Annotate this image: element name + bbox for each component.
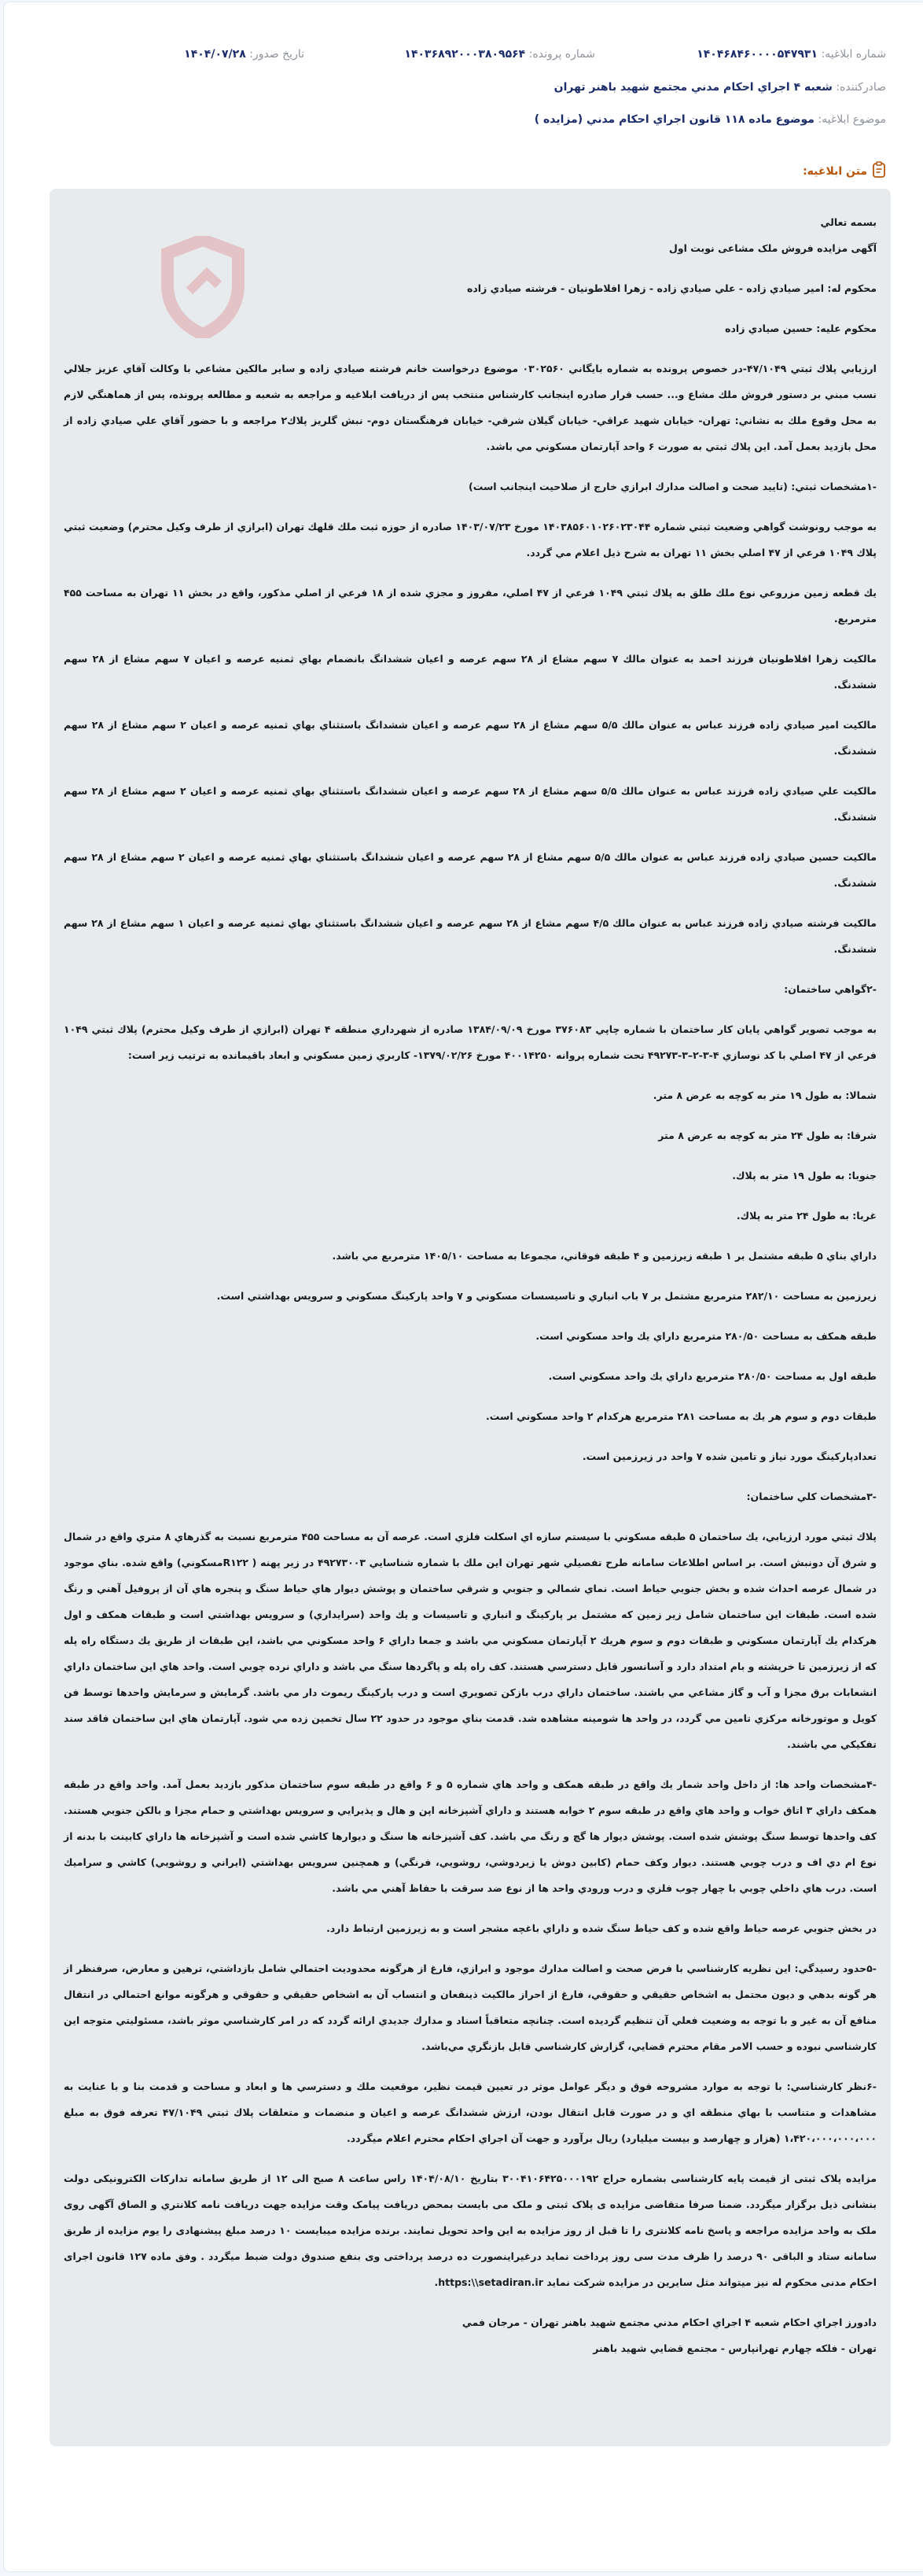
paragraph-line: -۴مشخصات واحد ها: از داخل واحد شمار يك واقع در طبقه همكف و واحد هاي شماره ۵ و ۶ واقع در طبقه سوم ساختمان مذكور بازديد بعمل آمد. واحد واقع در طبقه همكف داراي ۳ اتاق خواب و واحد هاي واقع در طبقه سوم ۲ خوابه هستند و داراي آشپزخانه اپن و هال و پذيرايي و سرويس بهداشتي و حمام مجزا و بالكن جنوبي هستند. كف واحدها توسط سنگ پوشش شده است. پوشش ديوار ها گچ و رنگ مي باشد. كف آشپزخانه ها سنگ و ديوارها كاشي شده است و آشپزخانه ها داراي كابينت با بدنه از نوع ام دي اف و درب چوبي هستند. ديوار وكف حمام (كابين دوش يا زيردوشي، روشويي، فرنگي) و همچنين سرويس بهداشتي (ايراني و روشويي) كاشي و سراميك است. درب هاي داخلي چوبي با چهار چوب فلزي و درب ورودي واحد ها از نوع ضد سرقت با حفاظ آهني مي باشد. <box>64 1778 877 1894</box>
paragraph-line: -۶نظر كارشناسي: با توجه به موارد مشروحه فوق و ديگر عوامل موثر در تعيين قيمت نظير، موقعيت ملك و دسترسي ها و ابعاد و مساحت و قدمت بنا و با عنايت به مشاهدات و متناسب با بهاي منطقه اي و در صورت قابل انتقال بودن، ارزش ششدانگ عرصه و اعيان و منضمات و متعلقات پلاك ثبتي ۴۷/۱۰۴۹ تعرفه فوق به مبلغ ۱،۴۲۰،۰۰۰،۰۰۰،۰۰۰ (هزار و چهارصد و بيست ميليارد) ريال برآورد و جهت آن اجراي احكام محترم اعلام ميگردد. <box>64 2080 877 2144</box>
notice-number-value: ۱۴۰۴۶۸۴۶۰۰۰۰۵۴۷۹۳۱ <box>697 48 818 61</box>
notice-text-heading-label: متن ابلاغیه: <box>803 165 867 178</box>
paragraph-line: شمالا: به طول ۱۹ متر به كوچه به عرض ۸ متر. <box>653 1089 877 1101</box>
paragraph-line: طبقه همكف به مساحت ۲۸۰/۵۰ مترمربع داراي يك واحد مسكوني است. <box>535 1330 877 1342</box>
notice-paragraph <box>64 1915 877 1941</box>
notice-paragraph <box>64 844 877 896</box>
notice-paragraph <box>64 1955 877 2059</box>
sender-value: شعبه ۴ اجراي احكام مدني مجتمع شهيد باهنر تهران <box>553 81 833 94</box>
paragraph-line: داراي بناي ۵ طبقه مشتمل بر ۱ طبقه زيرزمين و ۴ طبقه فوقاني، مجموعا به مساحت ۱۴۰۵/۱۰ مترمربع مي باشد. <box>332 1250 877 1262</box>
paragraph-line: در بخش جنوبي عرصه حياط واقع شده و كف حياط سنگ شده و داراي باغچه مشجر است و به زيرزمين ارتباط دارد. <box>326 1922 877 1934</box>
paragraph-line: -۲گواهي ساختمان: <box>784 983 877 995</box>
paragraph-line: مالكيت زهرا افلاطونيان فرزند احمد به عنوان مالك ۷ سهم مشاع از ۲۸ سهم عرصه و اعيان ششدانگ بانضمام بهاي ثمنيه عرصه و اعيان ۷ سهم مشاع از ۲۸ سهم ششدنگ. <box>64 653 877 691</box>
paragraph-line: محكوم عليه: حسين صيادي زاده <box>725 322 877 334</box>
document-icon <box>872 161 886 182</box>
case-number-label: شماره پرونده: <box>528 48 595 61</box>
paragraph-line: ارزيابي پلاك ثبتي ۴۷/۱۰۴۹-در خصوص پرونده به شماره بايگاني ۰۳۰۲۵۶۰ موضوع درخواست خانم فرشته صيادي زاده و ساير مالكين مشاعي با وكالت آقاي عزيز جلالي نسب مبني بر دستور فروش ملك مشاع و... حسب قرار صادره اينجانب كارشناس منتخب پس از دريافت ابلاغيه و مراجعه به شعبه و مطالعه پرونده، پس از هماهنگي لازم به محل وقوع ملك به نشاني: تهران- خيابان شهيد عراقي- خيابان گيلان شرقي- خيابان فرهنگستان دوم- نبش گلريز پلاك۲ مراجعه و با حضور آقاي علي صيادي زاده از محل بازديد بعمل آمد. اين پلاك ثبتي به صورت ۶ واحد آپارتمان مسكوني مي باشد. <box>64 363 877 452</box>
notice-paragraph <box>64 1443 877 1469</box>
notice-paragraph <box>64 976 877 1002</box>
notice-paragraph <box>64 1483 877 1509</box>
paragraph-line: شرقا: به طول ۲۴ متر به كوچه به عرض ۸ متر <box>658 1130 877 1141</box>
notice-paragraph <box>64 580 877 632</box>
notice-paragraph <box>64 1403 877 1429</box>
notice-paragraph <box>64 1082 877 1108</box>
notice-paragraph <box>64 910 877 962</box>
notice-paragraph <box>64 2309 877 2361</box>
sender <box>554 81 886 94</box>
notice-meta-row <box>35 48 886 61</box>
notice-text-box <box>50 189 891 2446</box>
notice-paragraph <box>64 1122 877 1148</box>
notice-body <box>64 209 877 2361</box>
notice-number <box>595 48 886 61</box>
paragraph-line: مالكيت فرشته صيادي زاده فرزند عباس به عنوان مالك ۴/۵ سهم مشاع از ۲۸ سهم عرصه و اعيان ششدانگ باستثناي بهاي ثمنيه عرصه و اعيان ۱ سهم مشاع از ۲۸ سهم ششدنگ. <box>64 917 877 955</box>
paragraph-line: مزایده پلاک ثبتی از قیمت پایه کارشناسی بشماره حراج ۳۰۰۴۱۰۶۴۲۵۰۰۰۱۹۲ بتاريخ ۱۴۰۴/۰۸/۱۰ راس ساعت ۸ صبح الی ۱۲ از طریق سامانه تدارکات الکترونیکی دولت بنشانی ذیل برگزار میگردد. ضمنا صرفا متقاضی مزایده ی پلاک ثبتی و ملک می بایست بمحض دریافت پیامک وقت مزایده جهت دریافت نامه کلانتري و الصاق آگهی روی ملک به واحد مزایده مراجعه و پاسخ نامه کلانتری را تا قبل از روز مزایده به این واحد تحویل نمایند. برنده مزایده میبایست ۱۰ درصد مبلغ پیشنهادی را یوم مزایده از طریق سامانه ستاد و الباقی ۹۰ درصد را ظرف مدت سی روز پرداخت نماید درغیراینصورت ده درصد پرداختی وی بنفع صندوق دولت ضبط میگردد . وفق ماده ۱۲۷ قانون اجرای احکام مدنی محکوم له نیز میتواند مثل سایرین در مزایده شرکت نماید https:\\setadiran.ir. <box>64 2172 877 2288</box>
notice-paragraph <box>64 474 877 499</box>
notice-paragraph <box>64 1283 877 1309</box>
notice-paragraph <box>64 1363 877 1389</box>
paragraph-line: مالكيت علي صيادي زاده فرزند عباس به عنوان مالك ۵/۵ سهم مشاع از ۲۸ سهم عرصه و اعيان ششدانگ باستثناي بهاي ثمنيه عرصه و اعيان ۲ سهم مشاع از ۲۸ سهم ششدنگ. <box>64 785 877 823</box>
issue-date-value: ۱۴۰۴/۰۷/۲۸ <box>184 48 246 61</box>
paragraph-line: زيرزمين به مساحت ۲۸۲/۱۰ مترمربع مشتمل بر ۷ باب انباري و تاسيسسات مسكوني و ۷ واحد پاركينگ مسكوني و سرويس بهداشتي است. <box>216 1290 877 1302</box>
notice-paragraph <box>64 1243 877 1269</box>
paragraph-line: پلاك ثبتي مورد ارزيابي، يك ساختمان ۵ طبقه مسكوني با سيستم سازه اي اسكلت فلزي است. عرصه آن به مساحت ۴۵۵ مترمربع نسبت به گذرهاي ۸ متري واقع در شمال و شرق آن دونبش است. بر اساس اطلاعات سامانه طرح تفصيلي شهر تهران اين ملك با شماره شناسايي ۴۹۲۷۳۰۰۳ در زير پهنه ( R۱۲۲مسكوني) واقع شده. بناي موجود در شمال عرصه احداث شده و بخش جنوبي حياط است. نماي شمالي و جنوبي و شرقي ساختمان و پوشش ديوار هاي حياط سنگ و پنجره هاي آن از پروفيل آهني و رنگ شده است. طبقات اين ساختمان شامل زير زمين كه مشتمل بر پاركينگ و انباري و تاسيسات و يك واحد (سرايداري) و سرويس بهداشتي است و طبقات همكف و اول هركدام يك آپارتمان مسكوني و طبقات دوم و سوم هريك ۲ آپارتمان مسكوني مي باشد و جمعا داراي ۶ واحد مسكوني مي باشد، اين طبقات از طريق يك دستگاه راه پله كه از زيرزمين تا خرپشته و بام امتداد دارد و آسانسور قابل دسترسي هستند. كف راه پله و پاگردها سنگ مي باشد و داراي نرده چوبي است. واحد هاي اين ساختمان داراي انشعابات برق مجزا و آب و گاز مشاعي مي باشند. ساختمان داراي درب بازكن تصويري است و درب پاركينگ ريموت دار مي باشد. گرمايش و سرمايش واحدها توسط فن كويل و موتورخانه مركزي تامين مي گردد، در واحد ها شومينه مشاهده شد. قدمت بناي موجود در حدود ۲۲ سال تخمين زده مي شود. آپارتمان هاي اين ساختمان فاقد سند تفكيكي مي باشند. <box>64 1531 877 1750</box>
notice-paragraph <box>64 275 877 301</box>
paragraph-line: محكوم له: امير صيادي زاده - علي صيادي زاده - زهرا افلاطونيان - فرشته صيادي زاده <box>467 282 877 294</box>
notice-paragraph <box>64 356 877 459</box>
issue-date-label: تاریخ صدور: <box>249 48 304 61</box>
paragraph-line: طبقات دوم و سوم هر يك به مساحت ۲۸۱ مترمربع هركدام ۲ واحد مسكوني است. <box>486 1410 877 1422</box>
notice-paragraph <box>64 2073 877 2151</box>
subject-value: موضوع ماده ۱۱۸ قانون اجراي احكام مدني (مزايده ) <box>534 113 815 126</box>
paragraph-line: آگهی مزايده فروش ملک مشاعی نوبت اول <box>669 242 877 254</box>
notice-text-heading <box>803 161 886 182</box>
paragraph-line: جنوبا: به طول ۱۹ متر به پلاك. <box>732 1170 877 1181</box>
notice-paragraph <box>64 514 877 566</box>
issue-date <box>184 48 304 61</box>
notice-card <box>3 2 923 2572</box>
paragraph-line: طبقه اول به مساحت ۲۸۰/۵۰ مترمربع داراي يك واحد مسكوني است. <box>548 1370 877 1382</box>
notice-paragraph <box>64 1524 877 1757</box>
notice-paragraph <box>64 209 877 261</box>
notice-paragraph <box>64 1771 877 1901</box>
paragraph-line: يك قطعه زمين مزروعي نوع ملك طلق به پلاك ثبتي ۱۰۴۹ فرعي از ۴۷ اصلي، مفروز و مجزي شده از ۱۸ فرعي از اصلي مذكور، واقع در بخش ۱۱ تهران به مساحت ۴۵۵ مترمربع. <box>64 587 877 625</box>
paragraph-line: دادورز اجراي احكام شعبه ۴ اجراي احكام مدني مجتمع شهيد باهنر تهران - مرجان فمي <box>462 2316 877 2328</box>
case-number-value: ۱۴۰۳۶۸۹۲۰۰۰۳۸۰۹۵۶۴ <box>404 48 526 61</box>
case-number <box>304 48 595 61</box>
notice-paragraph <box>64 778 877 830</box>
paragraph-line: به موجب رونوشت گواهي وضعيت ثبتي شماره ۱۴۰۳۸۵۶۰۱۰۲۶۰۲۳۰۴۴ مورخ ۱۴۰۳/۰۷/۲۳ صادره از حوزه ثبت ملك قلهك تهران (ابرازي از طرف وكيل محترم) وضعيت ثبتي پلاك ۱۰۴۹ فرعي از ۴۷ اصلي بخش ۱۱ تهران به شرح ذيل اعلام مي گردد. <box>64 521 877 558</box>
paragraph-line: -۳مشخصات كلي ساختمان: <box>746 1491 877 1502</box>
paragraph-line: به موجب تصوير گواهي پايان كار ساختمان با شماره چاپي ۳۷۶۰۸۳ مورخ ۱۳۸۴/۰۹/۰۹ صادره از شهرداري منطقه ۴ تهران (ابرازي از طرف وكيل محترم) پلاك ثبتي ۱۰۴۹ فرعي از ۴۷ اصلي با كد نوسازي ۴-۳-۲–۳-۴۹۲۷۳ تحت شماره پروانه ۴۰۰۱۴۲۵۰ مورخ ۱۳۷۹/۰۲/۲۶- كاربري زمين مسكوني و ابعاد باقيمانده به ترتيب زير است: <box>64 1023 877 1061</box>
notice-number-label: شماره ابلاغیه: <box>821 48 886 61</box>
notice-paragraph <box>64 1016 877 1068</box>
notice-paragraph <box>64 712 877 764</box>
notice-paragraph <box>64 1203 877 1229</box>
sender-label: صادرکننده: <box>836 81 886 94</box>
paragraph-line: غربا: به طول ۲۴ متر به پلاك. <box>736 1210 877 1222</box>
notice-paragraph <box>64 2165 877 2295</box>
subject-label: موضوع ابلاغیه: <box>818 113 886 126</box>
notice-paragraph <box>64 1323 877 1349</box>
subject <box>535 113 886 126</box>
notice-paragraph <box>64 1163 877 1188</box>
paragraph-line: تهران - فلكه چهارم تهرانپارس - مجتمع قضايي شهيد باهنر <box>593 2342 877 2354</box>
paragraph-line: -۱مشخصات ثبتي: (تاييد صحت و اصالت مدارك ابرازي خارج از صلاحيت اينجانب است) <box>469 481 877 492</box>
paragraph-line: -۵حدود رسيدگي: اين نظريه كارشناسي با فرض صحت و اصالت مدارك موجود و ابرازي، فارغ از هرگونه محدوديت احتمالي شامل بازداشتي، ترهين و معارض، صرفنظر از هر گونه بدهي و ديون محتمل به اشخاص حقيقي و حقوقي، فارغ از احراز مالكيت ذينفعان و انتساب آن به اشخاص حقيقي و حقوقي و هرگونه موانع احتمالي در انتقال منافع آن به غير و با توجه به وضعيت فعلي آن تنظيم گرديده است. چنانچه متعاقباً اسناد و مدارك جديدي ارائه گردد كه در امر كارشناسي موثر باشد، مسئوليتي متوجه اين كارشناسي نبوده و حسب الامر مقام محترم قضايي، گزارش كارشناسي قابل بازنگري مي‌باشد. <box>64 1962 877 2052</box>
paragraph-line: بسمه تعالي <box>820 216 877 228</box>
paragraph-line: تعدادپاركينگ مورد نياز و تامين شده ۷ واحد در زيرزمين است. <box>582 1450 877 1462</box>
paragraph-line: مالكيت امير صيادي زاده فرزند عباس به عنوان مالك ۵/۵ سهم مشاع از ۲۸ سهم عرصه و اعيان ششدانگ باستثناي بهاي ثمنيه عرصه و اعيان ۲ سهم مشاع از ۲۸ سهم ششدنگ. <box>64 719 877 757</box>
notice-paragraph <box>64 315 877 341</box>
notice-paragraph <box>64 646 877 698</box>
paragraph-line: مالكيت حسين صيادي زاده فرزند عباس به عنوان مالك ۵/۵ سهم مشاع از ۲۸ سهم عرصه و اعيان ششدانگ باستثناي بهاي ثمنيه عرصه و اعيان ۲ سهم مشاع از ۲۸ سهم ششدنگ. <box>64 851 877 889</box>
